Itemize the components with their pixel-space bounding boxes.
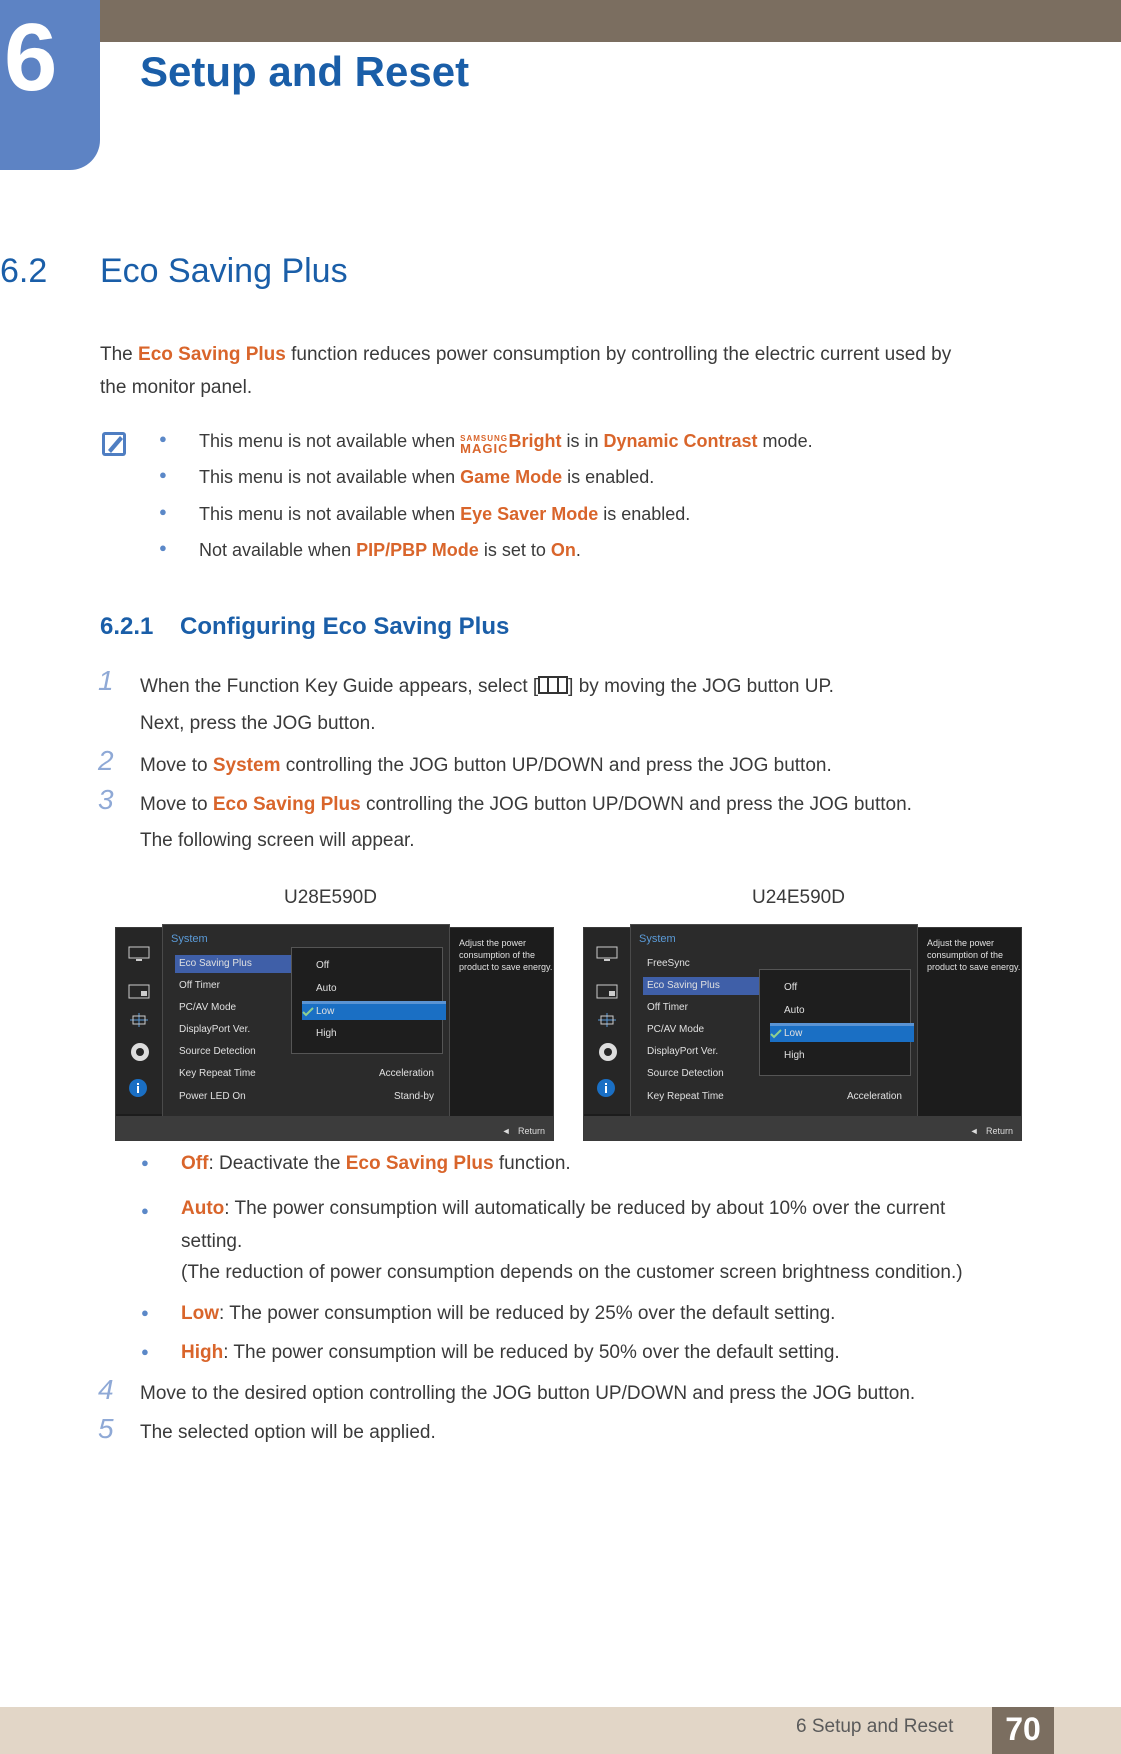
note-text: This menu is not available when [199,504,461,524]
osd-bottom-bar [116,1116,553,1140]
option-desc [141,1192,1021,1258]
osd-bottom-bar [584,1116,1021,1140]
osd-value: Stand-by [393,1091,434,1102]
note-text: Not available when [199,540,357,560]
osd-menu-item[interactable]: FreeSync [647,958,690,969]
step-subtext: The following screen will appear. [140,830,415,851]
osd-menu-item[interactable]: PC/AV Mode [179,1002,237,1013]
osd-option-selected[interactable] [302,1001,446,1020]
section-heading [0,252,348,291]
osd-menu-item[interactable]: DisplayPort Ver. [647,1046,719,1057]
step-text: Move to [140,755,213,776]
step-highlight: System [212,755,281,776]
note-highlight: Bright [508,431,562,451]
note-item [159,431,813,456]
note-icon [100,428,130,460]
osd-sidebar [116,928,162,1114]
bullet-icon: ● [159,467,167,482]
monitor-icon [596,946,618,962]
step-subtext: Next, press the JOG button. [140,713,376,734]
step-text-a: When the Function Key Guide appears, select [ [140,676,539,697]
page-number: 70 [1005,1711,1041,1747]
osd-option[interactable]: Off [784,982,798,993]
osd-option[interactable]: Off [316,960,330,971]
magic-top: SAMSUNG [460,434,509,443]
subsection-title: Configuring Eco Saving Plus [180,613,510,640]
osd-menu-item[interactable]: Power LED On [179,1091,246,1102]
osd-menu-panel [162,924,450,1120]
step-number: 5 [98,1413,114,1444]
osd-menu-item[interactable]: DisplayPort Ver. [179,1024,251,1035]
osd-options-popup [759,969,911,1076]
note-text: mode. [757,431,813,451]
osd-sidebar [584,928,630,1114]
subsection-heading [100,613,509,641]
model-label: U28E590D [284,887,377,908]
note-text: This menu is not available when [199,431,461,451]
monitor-icon [128,946,150,962]
intro-paragraph [100,338,1020,404]
osd-menu-item[interactable]: PC/AV Mode [647,1024,705,1035]
note-highlight: Eye Saver Mode [460,504,599,524]
option-text: function. [493,1153,571,1174]
osd-options-popup [291,947,443,1054]
step-number: 4 [98,1374,114,1405]
osd-option[interactable]: Auto [784,1005,805,1016]
osd-menu-item[interactable]: Source Detection [647,1068,724,1079]
check-icon [770,1029,782,1039]
intro-text-2: function reduces power consumption by controlling the electric current used by [285,344,952,365]
osd-screen-left [115,927,554,1141]
osd-value: Acceleration [378,1068,434,1079]
osd-option[interactable]: Auto [316,983,337,994]
step-number: 2 [98,745,114,776]
bullet-icon: ● [141,1344,149,1359]
intro-highlight: Eco Saving Plus [138,344,286,365]
note-text: is set to [478,540,551,560]
bullet-icon: ● [141,1305,149,1320]
model-label: U24E590D [752,887,845,908]
osd-menu-item[interactable]: Off Timer [179,980,220,991]
osd-screen-right [583,927,1022,1141]
osd-menu-item[interactable]: Key Repeat Time [647,1091,724,1102]
bullet-icon: ● [159,504,167,519]
note-highlight: Dynamic Contrast [603,431,758,451]
intro-text: The [100,344,139,365]
step-text [140,755,832,777]
info-icon [596,1078,616,1098]
subsection-number: 6.2.1 [100,613,154,640]
step-text: Move to [140,794,213,815]
osd-menu-title: System [171,933,208,945]
option-desc [141,1342,840,1364]
info-icon [128,1078,148,1098]
option-note: (The reduction of power consumption depends on the customer screen brightness condition.) [181,1262,963,1283]
step-number: 3 [98,784,114,815]
option-text: : The power consumption will be reduced by 50% over the default setting. [223,1342,840,1363]
note-text: . [575,540,581,560]
osd-menu-item[interactable]: Key Repeat Time [179,1068,256,1079]
chapter-title: Setup and Reset [140,48,470,95]
step-text: The selected option will be applied. [140,1422,436,1443]
resize-icon [596,1012,618,1028]
option-name: Auto [181,1198,225,1219]
note-item [159,504,691,525]
note-item [159,467,655,488]
osd-option-label: Low [784,1028,803,1039]
bullet-icon: ● [159,540,167,555]
gear-icon [128,1040,152,1064]
note-text: is enabled. [562,467,655,487]
note-highlight: Game Mode [460,467,563,487]
osd-menu-item[interactable]: Eco Saving Plus [643,977,767,995]
osd-menu-item[interactable]: Eco Saving Plus [175,955,299,973]
osd-menu-panel [630,924,918,1120]
osd-return[interactable]: ◄ Return [969,1126,1013,1136]
bullet-icon: ● [141,1155,149,1170]
magic-bottom: MAGIC [460,441,509,456]
resize-icon [128,1012,150,1028]
intro-text-3: the monitor panel. [100,377,253,398]
osd-option-selected[interactable] [770,1023,914,1042]
option-name: Low [181,1303,219,1324]
option-desc [141,1303,836,1325]
section-title: Eco Saving Plus [100,252,348,290]
note-highlight: PIP/PBP Mode [356,540,479,560]
picture-icon [596,984,618,1000]
magic-logo [460,434,508,454]
step-text: controlling the JOG button UP/DOWN and press the JOG button. [360,794,912,815]
header-bar [0,0,1121,42]
picture-icon [128,984,150,1000]
osd-option[interactable]: High [316,1028,337,1039]
note-text: is enabled. [598,504,691,524]
osd-option-label: Low [316,1006,335,1017]
step-text-b: ] by moving the JOG button UP. [568,676,834,697]
step-text [140,675,834,698]
option-name: Off [181,1153,209,1174]
osd-menu-item[interactable]: Off Timer [647,1002,688,1013]
chapter-number: 6 [4,4,58,111]
option-text: setting. [181,1231,243,1252]
note-highlight: On [550,540,576,560]
gear-icon [596,1040,620,1064]
bullet-icon: ● [141,1203,149,1218]
section-number: 6.2 [0,252,48,290]
footer-text: 6 Setup and Reset [796,1716,954,1737]
osd-return[interactable]: ◄ Return [501,1126,545,1136]
osd-option[interactable]: High [784,1050,805,1061]
function-key-icon [538,675,568,695]
osd-menu-title: System [639,933,676,945]
osd-value: Acceleration [846,1091,902,1102]
step-text [140,794,912,816]
option-text: : The power consumption will automatically be reduced by about 10% over the current [224,1198,946,1219]
option-text: : The power consumption will be reduced by 25% over the default setting. [219,1303,836,1324]
note-item [159,540,581,561]
step-number: 1 [98,665,114,696]
osd-help-text: Adjust the power consumption of the product to save energy. [927,938,1021,972]
osd-menu-item[interactable]: Source Detection [179,1046,256,1057]
check-icon [302,1007,314,1017]
option-desc [141,1153,571,1175]
option-text: : Deactivate the [208,1153,346,1174]
step-text: controlling the JOG button UP/DOWN and press the JOG button. [280,755,832,776]
osd-help-text: Adjust the power consumption of the product to save energy. [459,938,553,972]
osd-return-label: Return [985,1126,1013,1136]
note-text: This menu is not available when [199,467,461,487]
option-name: High [181,1342,224,1363]
step-text: Move to the desired option controlling the JOG button UP/DOWN and press the JOG button. [140,1383,916,1404]
step-highlight: Eco Saving Plus [212,794,361,815]
osd-return-label: Return [517,1126,545,1136]
note-text: is in [561,431,604,451]
bullet-icon: ● [159,431,167,446]
option-highlight: Eco Saving Plus [345,1153,494,1174]
